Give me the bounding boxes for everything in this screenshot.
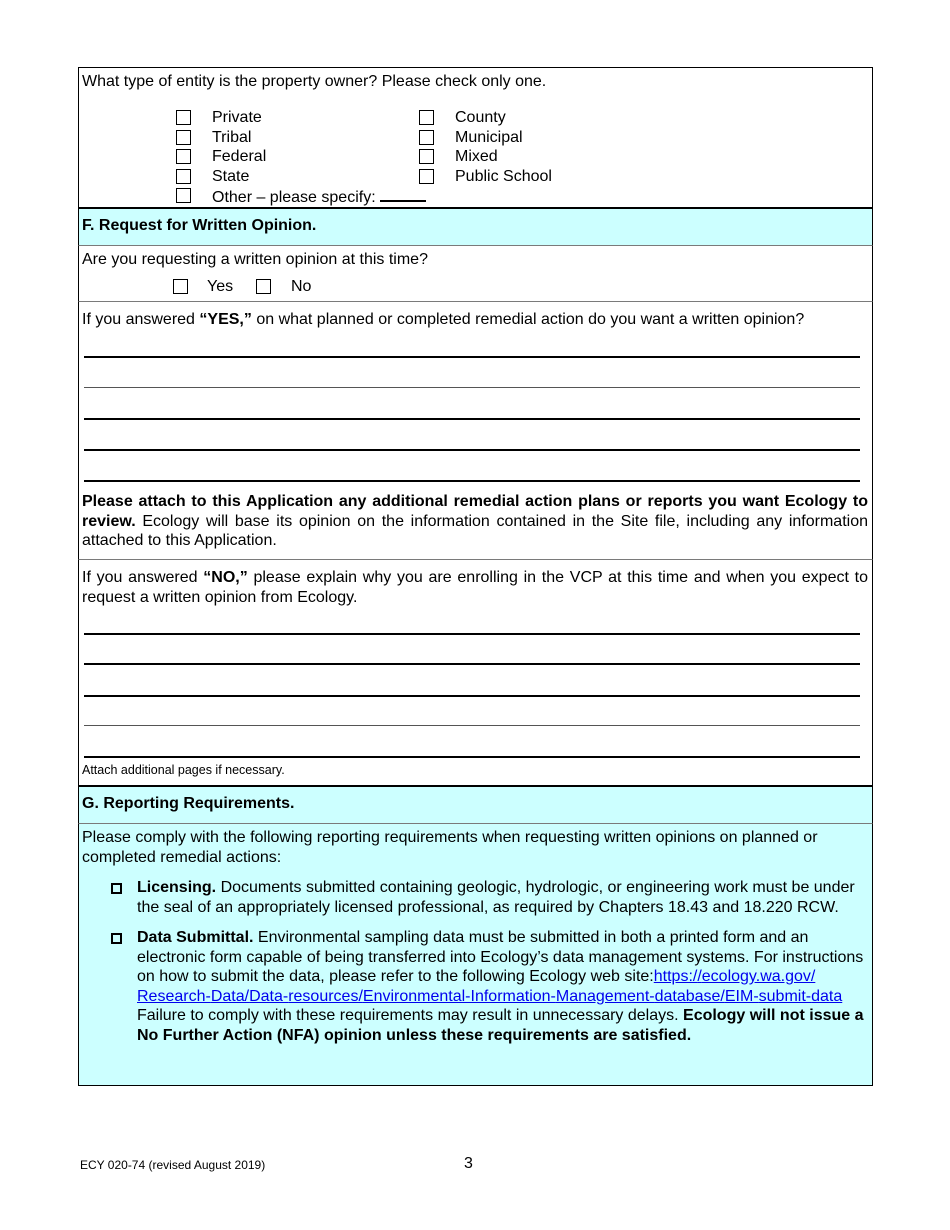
other-label-text: Other – please specify: <box>212 189 376 206</box>
request-question-section <box>78 246 873 302</box>
attach-instructions <box>79 490 872 551</box>
nfa-warning: Ecology will not issue a No Further Action (NFA) opinion unless these requirements are satisfied. <box>137 1007 864 1044</box>
option-public-school-label: Public School <box>455 167 552 185</box>
checkbox-bullet-icon <box>111 933 122 944</box>
entity-question: What type of entity is the property owner? Please check only one. <box>82 73 547 90</box>
checkbox-tribal[interactable] <box>176 130 191 145</box>
section-g-body <box>78 824 873 1086</box>
yes-answer-line-5[interactable] <box>84 480 860 482</box>
checkbox-county[interactable] <box>419 110 434 125</box>
form-id: ECY 020-74 (revised August 2019) <box>80 1158 266 1172</box>
section-f-header <box>78 209 873 246</box>
section-g-header <box>78 787 873 824</box>
form-page <box>78 67 873 1086</box>
yes-prompt-pre: If you answered <box>82 311 200 328</box>
no-prompt <box>79 560 872 607</box>
option-state-label: State <box>212 167 250 185</box>
option-county-label: County <box>455 109 506 126</box>
option-no-label: No <box>291 278 312 295</box>
licensing-item <box>79 878 872 917</box>
no-answer-line-2[interactable] <box>84 663 860 665</box>
checkbox-federal[interactable] <box>176 149 191 164</box>
attach-pages-note: Attach additional pages if necessary. <box>82 763 285 777</box>
section-f-title: F. Request for Written Opinion. <box>82 217 317 234</box>
checkbox-public-school[interactable] <box>419 169 434 184</box>
no-answer-line-4[interactable] <box>84 725 860 726</box>
yes-prompt <box>79 302 872 330</box>
option-federal-label: Federal <box>212 148 267 165</box>
checkbox-no[interactable] <box>256 279 271 294</box>
section-g-title: G. Reporting Requirements. <box>82 795 295 812</box>
option-tribal-label: Tribal <box>212 128 252 146</box>
yes-answer-line-4[interactable] <box>84 449 860 451</box>
request-question: Are you requesting a written opinion at this time? <box>82 251 428 268</box>
data-submittal-item <box>79 928 872 1045</box>
attach-instructions-rest: Ecology will base its opinion on the information contained in the Site file, including any information attached to this Application. <box>82 512 868 549</box>
entity-type-section <box>78 67 873 209</box>
option-yes-label: Yes <box>207 278 234 295</box>
checkbox-mixed[interactable] <box>419 149 434 164</box>
checkbox-yes[interactable] <box>173 279 188 294</box>
attach-instructions-bold: Please attach to this Application any additional remedial action plans or reports you want Ecology to review. <box>82 493 868 530</box>
checkbox-municipal[interactable] <box>419 130 434 145</box>
no-answer-line-1[interactable] <box>84 633 860 635</box>
yes-explanation-section <box>78 302 873 560</box>
licensing-title: Licensing. <box>137 879 217 896</box>
page-number: 3 <box>464 1155 473 1172</box>
no-prompt-post: please explain why you are enrolling in the VCP at this time and when you expect to request a written opinion from Ecology. <box>82 569 868 606</box>
checkbox-state[interactable] <box>176 169 191 184</box>
option-mixed-label: Mixed <box>455 148 498 165</box>
checkbox-bullet-icon <box>111 883 122 894</box>
checkbox-private[interactable] <box>176 110 191 125</box>
option-private-label: Private <box>212 109 262 126</box>
no-explanation-section <box>78 560 873 787</box>
yes-prompt-post: on what planned or completed remedial action do you want a written opinion? <box>251 311 805 328</box>
no-answer-line-3[interactable] <box>84 695 860 697</box>
licensing-text: Documents submitted containing geologic, hydrologic, or engineering work must be under the seal of an appropriately licensed professional, as required by Chapters 18.43 and 18.220 RCW. <box>137 879 855 916</box>
yes-answer-line-2[interactable] <box>84 387 860 388</box>
yes-answer-line-1[interactable] <box>84 356 860 358</box>
data-submittal-title: Data Submittal. <box>137 929 254 946</box>
data-submittal-after: Failure to comply with these requirements may result in unnecessary delays. <box>137 1007 684 1024</box>
checkbox-other[interactable] <box>176 188 191 203</box>
other-specify-field[interactable] <box>380 186 426 202</box>
reporting-intro: Please comply with the following reporting requirements when requesting written opinions on planned or completed remedial actions: <box>82 829 818 866</box>
no-prompt-bold: “NO,” <box>203 569 248 586</box>
data-submittal-text: Environmental sampling data must be submitted in both a printed form and an electronic form capable of being transferred into Ecology’s data management systems. For instructions on how to submit the data, please refer to the following Ecology web site: <box>137 929 864 985</box>
yes-prompt-bold: “YES,” <box>199 311 252 328</box>
eim-submit-data-link[interactable]: https://ecology.wa.gov/Research-Data/Data-resources/Environmental-Information-Management-database/EIM-submit-data <box>137 968 843 1005</box>
option-municipal-label: Municipal <box>455 128 523 146</box>
yes-answer-line-3[interactable] <box>84 418 860 420</box>
no-prompt-pre: If you answered <box>82 569 204 586</box>
no-answer-line-5[interactable] <box>84 756 860 758</box>
option-other-label <box>212 186 426 208</box>
